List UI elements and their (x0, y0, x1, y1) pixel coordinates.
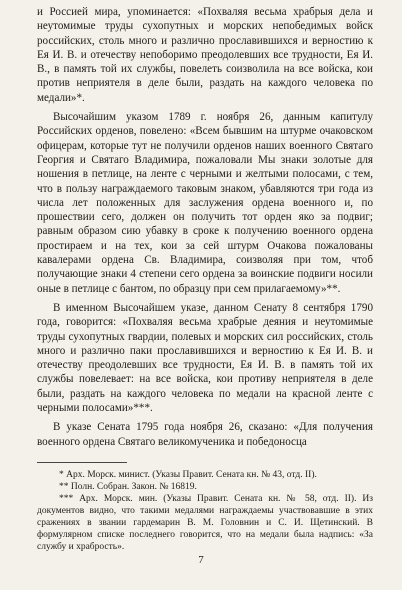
footnote-divider (37, 462, 127, 463)
main-text (37, 5, 373, 449)
paragraph-decree-1789: Высочайшим указом 1789 г. ноября 26, данным капитулу Российских орденов, повелено: «Всем бывшим на штурме очаковском офицерам, которые тут не получили орденов наших военного Святаго Георгия и Святаго Владимира, пожаловали Мы знаки золотые для ношения в петлице, на ленте с черными и желтыми полосами, с тем, что в пользу награждаемого таковым знаком, убавляются три года из числа лет положенных для заслужения ордена военного и, по прошествии сего, должен он получить тот орден яко за подвиг; равным образом сию убавку в сроке к получению военного ордена простираем и на тех, кои за сей штурм Очакова пожалованы кавалерами ордена Св. Владимира, соизволяя при том, чтоб получающие знаки 4 степени сего ордена за воинские подвиги носили оные в петлице с бантом, по образцу при сем прилагаемому»**. (37, 111, 373, 295)
paragraph-continuation: и Россией мира, упоминается: «Похваляя весьма храбрыя дела и неутомимые труды сухопутных и морских непобедимых войск российских, столь много и различно прославившихся и верностию к Ея И. В. и отечеству непоборимо преодолевших все трудности, Ея И. В., в память той их службы, повелеть соизволила на все войска, кои против неприятеля в деле были, раздать на каждого человека по медали»*. (37, 6, 373, 104)
footnote-3: *** Арх. Морск. мин. (Указы Правит. Сената кн. № 58, отд. II). Из документов видно, что такими медалями награждаемы участвовавшие в этих сражениях в звании гардемарин В. М. Головнин и С. И. Щетинский. В формулярном списке последнего говорится, что на медали была надпись: «За службу и храбрость». (37, 494, 373, 553)
paragraph-decree-1790: В именном Высочайшем указе, данном Сенату 8 сентября 1790 года, говорится: «Похваляя весьма храбрые деяния и неутомимые труды сухопутных гвардии, полевых и морских сил российских, столь много и различно паки прославившихся и верностию к Ея И. В. и отечеству преодолевших все трудности, Ея И. В. в память той их службы повелевает: на все войска, кои противу неприятеля в деле были, раздать на каждого человека по медали на красной ленте с черными полосами»***. (37, 301, 373, 415)
page-number: 7 (198, 554, 204, 566)
paragraph-decree-1795: В указе Сената 1795 года ноября 26, сказано: «Для получения военного ордена Святаго великомученика и победоносца (37, 421, 373, 448)
footnote-1: * Арх. Морск. минист. (Указы Правит. Сената кн. № 43, отд. II). (59, 469, 317, 480)
footnotes (37, 469, 373, 554)
footnote-2: ** Полн. Собран. Закон. № 16819. (59, 482, 197, 492)
